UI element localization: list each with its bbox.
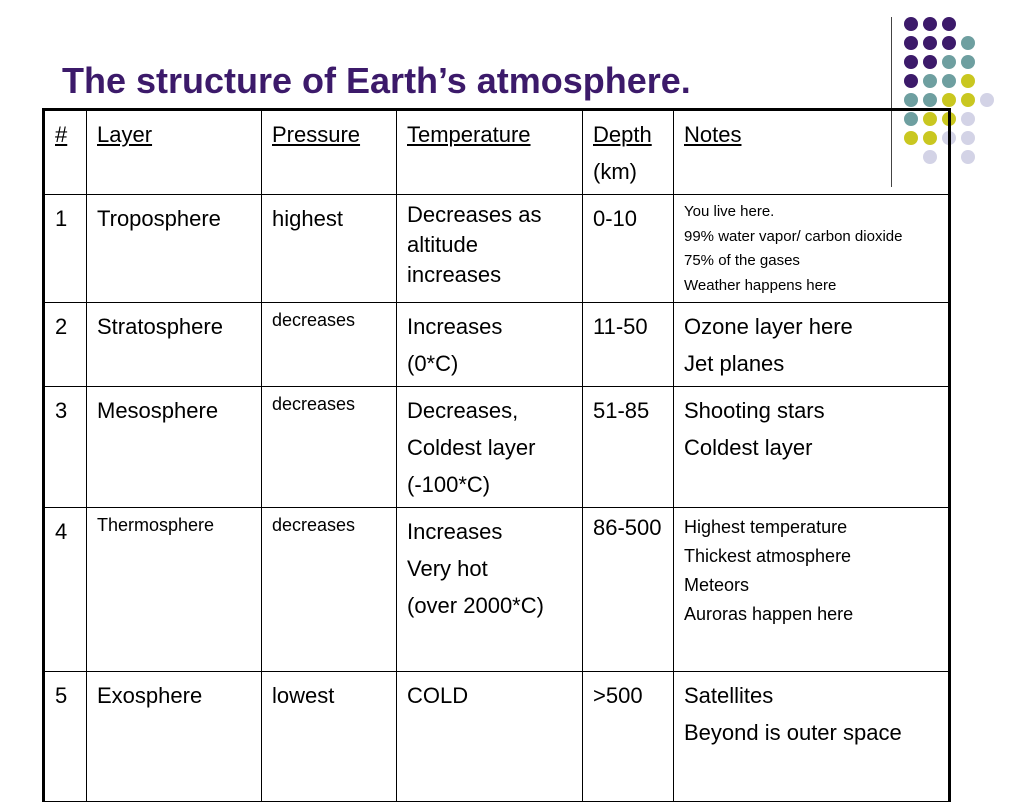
dot [923,55,937,69]
dot [942,93,956,107]
dot [961,36,975,50]
dot [961,74,975,88]
header-num: # [44,110,87,195]
header-depth: Depth (km) [583,110,674,195]
row-layer: Mesosphere [87,387,262,508]
row-notes: Satellites Beyond is outer space [674,672,950,802]
dot [961,150,975,164]
dot [942,55,956,69]
page-title: The structure of Earth’s atmosphere. [62,60,691,101]
dot [904,55,918,69]
row-temperature: COLD [397,672,583,802]
row-notes: Shooting stars Coldest layer [674,387,950,508]
table-row [44,508,950,672]
row-depth: >500 [583,672,674,802]
header-pressure: Pressure [262,110,397,195]
row-num: 2 [44,303,87,387]
row-layer: Stratosphere [87,303,262,387]
dot [904,36,918,50]
row-num: 1 [44,195,87,303]
dot [961,131,975,145]
row-layer: Troposphere [87,195,262,303]
dot [961,55,975,69]
dot [923,36,937,50]
row-temperature: Increases Very hot (over 2000*C) [397,508,583,672]
row-num: 3 [44,387,87,508]
row-pressure: decreases [262,508,397,672]
row-pressure: highest [262,195,397,303]
row-layer: Thermosphere [87,508,262,672]
row-notes: Ozone layer here Jet planes [674,303,950,387]
row-layer: Exosphere [87,672,262,802]
table-row [44,672,950,802]
dot [942,36,956,50]
atmosphere-table [42,108,951,802]
row-depth: 0-10 [583,195,674,303]
dot [942,74,956,88]
row-pressure: lowest [262,672,397,802]
header-layer: Layer [87,110,262,195]
row-depth: 11-50 [583,303,674,387]
table-row [44,387,950,508]
row-notes: Highest temperature Thickest atmosphere Meteors Auroras happen here [674,508,950,672]
dot [904,17,918,31]
header-temperature: Temperature [397,110,583,195]
row-depth: 86-500 [583,508,674,672]
table-row [44,195,950,303]
dot [904,93,918,107]
row-num: 5 [44,672,87,802]
header-notes: Notes [674,110,950,195]
dot [980,93,994,107]
dot [961,93,975,107]
row-pressure: decreases [262,387,397,508]
row-notes: You live here. 99% water vapor/ carbon dioxide 75% of the gases Weather happens here [674,195,950,303]
dot [923,93,937,107]
row-temperature: Decreases as altitude increases [397,195,583,303]
row-depth: 51-85 [583,387,674,508]
atmosphere-table-container [42,108,948,778]
row-temperature: Decreases, Coldest layer (-100*C) [397,387,583,508]
dot [942,17,956,31]
row-num: 4 [44,508,87,672]
dot [923,74,937,88]
dot [961,112,975,126]
table-row [44,303,950,387]
row-temperature: Increases (0*C) [397,303,583,387]
dot [904,74,918,88]
row-pressure: decreases [262,303,397,387]
dot [923,17,937,31]
table-header-row [44,110,950,195]
